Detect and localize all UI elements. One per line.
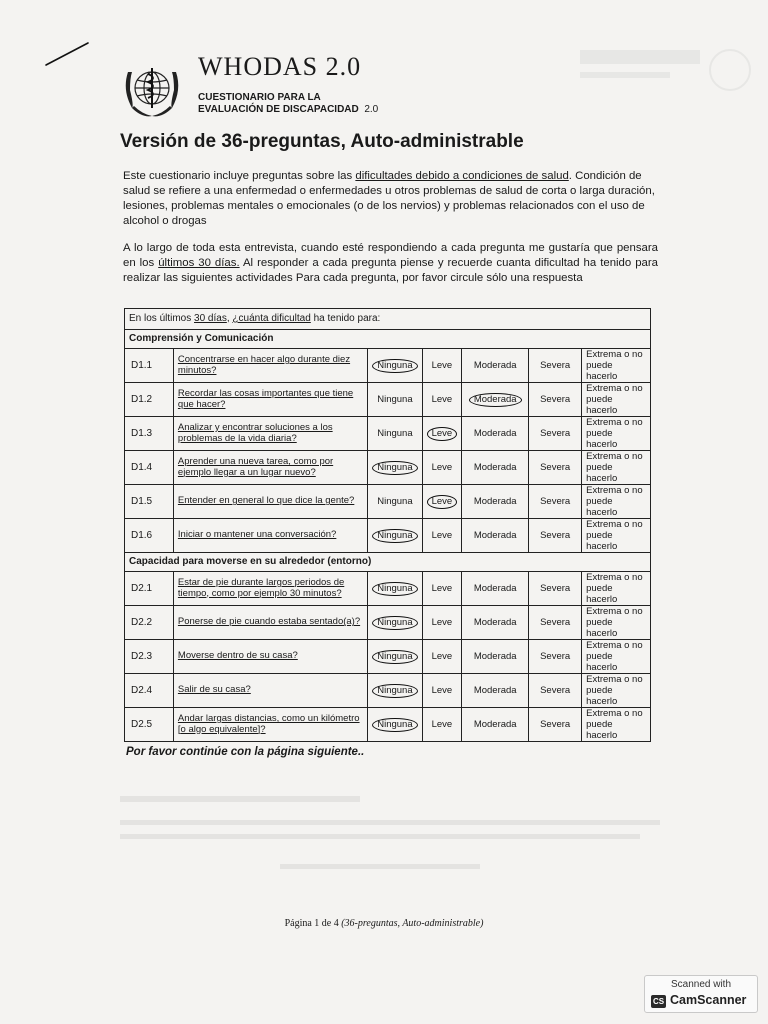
answer-option-label: Extrema o no puede hacerlo [586, 519, 643, 552]
question-row [125, 417, 651, 451]
answer-option-label: Severa [540, 359, 571, 371]
question-code: D2.5 [125, 708, 174, 742]
answer-option-label: Moderada [473, 684, 517, 696]
answer-option-label: Extrema o no puede hacerlo [586, 606, 643, 639]
question-text [173, 349, 367, 383]
who-logo-icon [118, 60, 186, 122]
answer-option-cell[interactable] [582, 519, 651, 553]
answer-option-label: Leve [431, 582, 453, 594]
question-row [125, 674, 651, 708]
answer-option-cell[interactable] [422, 451, 462, 485]
answer-option-cell[interactable] [529, 383, 582, 417]
intro-p1-text-b: . Condición de salud se refiere a una enfermedad o enfermedades u otros problemas de salud de corta o larga duración, lesiones, problemas mentales o emocionales (o de los nervios) y problemas relacionados con el uso de alcohol o drogas [123, 170, 655, 227]
header-text-a: En los últimos [129, 313, 195, 324]
answer-option-cell[interactable] [368, 708, 422, 742]
answer-option-cell[interactable] [582, 383, 651, 417]
section-row [125, 553, 651, 572]
bleed-through-ghost-lines [120, 790, 680, 880]
answer-option-cell[interactable] [368, 640, 422, 674]
question-row [125, 485, 651, 519]
answer-option-cell[interactable] [368, 519, 422, 553]
answer-option-label: Ninguna [377, 393, 413, 405]
question-code: D1.2 [125, 383, 174, 417]
table-header-cell [125, 309, 651, 330]
camscanner-logo-icon: CS [652, 997, 665, 1006]
answer-option-cell[interactable] [462, 572, 529, 606]
answer-option-cell[interactable] [422, 572, 462, 606]
camscanner-brand: CamScanner [670, 993, 747, 1007]
answer-option-cell[interactable] [368, 485, 422, 519]
answer-option-cell[interactable] [462, 519, 529, 553]
answer-option-cell[interactable] [582, 674, 651, 708]
circled-answer: Leve [427, 495, 458, 509]
question-row [125, 383, 651, 417]
answer-option-cell[interactable] [422, 383, 462, 417]
answer-option-label: Extrema o no puede hacerlo [586, 349, 643, 382]
question-code: D2.1 [125, 572, 174, 606]
header-underlined-1: 30 días [194, 313, 227, 324]
scanned-with-text: Scanned with [670, 979, 732, 990]
answer-option-label: Moderada [473, 359, 517, 371]
footer-note: (36-preguntas, Auto-administrable) [341, 918, 484, 929]
intro-p1-underlined: dificultades debido a condiciones de salud [355, 170, 569, 182]
answer-option-cell[interactable] [462, 606, 529, 640]
header-underlined-2: ¿cuánta dificultad [232, 313, 311, 324]
header-text-b: , [226, 313, 233, 324]
intro-p2-underlined: últimos 30 días. [158, 257, 240, 269]
answer-option-cell[interactable] [368, 674, 422, 708]
question-code: D1.6 [125, 519, 174, 553]
answer-option-label: Extrema o no puede hacerlo [586, 485, 643, 518]
circled-answer: Ninguna [372, 718, 417, 732]
circled-answer: Leve [427, 427, 458, 441]
question-row [125, 606, 651, 640]
answer-option-cell[interactable] [462, 451, 529, 485]
intro-paragraph-1 [123, 169, 658, 229]
circled-answer: Ninguna [372, 684, 417, 698]
question-text-content: Ponerse de pie cuando estaba sentado(a)? [177, 616, 361, 628]
answer-option-label: Severa [540, 529, 571, 541]
answer-option-label: Moderada [473, 616, 517, 628]
answer-option-label: Leve [431, 718, 453, 730]
answer-option-cell[interactable] [529, 485, 582, 519]
answer-option-label: Extrema o no puede hacerlo [586, 640, 643, 673]
answer-option-cell[interactable] [582, 417, 651, 451]
answer-option-label: Moderada [473, 427, 517, 439]
answer-option-cell[interactable] [422, 606, 462, 640]
answer-option-cell[interactable] [529, 519, 582, 553]
answer-option-cell[interactable] [422, 708, 462, 742]
questionnaire-table [124, 308, 651, 742]
intro-p1-text-a: Este cuestionario incluye preguntas sobre las [123, 170, 356, 182]
question-code: D1.3 [125, 417, 174, 451]
answer-option-cell[interactable] [422, 417, 462, 451]
question-text [173, 451, 367, 485]
circled-answer: Ninguna [372, 650, 417, 664]
question-text-content: Analizar y encontrar soluciones a los problemas de la vida diaria? [177, 422, 333, 444]
answer-option-cell[interactable] [529, 708, 582, 742]
question-text [173, 674, 367, 708]
answer-option-cell[interactable] [529, 572, 582, 606]
answer-option-label: Ninguna [377, 495, 413, 507]
answer-option-cell[interactable] [462, 417, 529, 451]
question-row [125, 349, 651, 383]
answer-option-label: Moderada [473, 529, 517, 541]
circled-answer: Ninguna [372, 529, 417, 543]
question-text-content: Entender en general lo que dice la gente? [177, 495, 355, 507]
answer-option-label: Severa [540, 616, 571, 628]
answer-option-label: Leve [431, 529, 453, 541]
subtitle-line-2-text: EVALUACIÓN DE DISCAPACIDAD [198, 104, 359, 115]
answer-option-cell[interactable] [582, 349, 651, 383]
answer-option-cell[interactable] [422, 349, 462, 383]
answer-option-cell[interactable] [422, 485, 462, 519]
question-text-content: Salir de su casa? [177, 684, 251, 696]
answer-option-cell[interactable] [529, 417, 582, 451]
answer-option-label: Severa [540, 495, 571, 507]
answer-option-label: Moderada [473, 718, 517, 730]
question-text-content: Concentrarse en hacer algo durante diez minutos? [177, 354, 351, 376]
question-code: D2.2 [125, 606, 174, 640]
question-code: D1.4 [125, 451, 174, 485]
question-text-content: Moverse dentro de su casa? [177, 650, 298, 662]
question-row [125, 572, 651, 606]
question-text-content: Recordar las cosas importantes que tiene que hacer? [177, 388, 354, 410]
answer-option-cell[interactable] [529, 674, 582, 708]
question-row [125, 640, 651, 674]
answer-option-cell[interactable] [368, 606, 422, 640]
answer-option-label: Severa [540, 650, 571, 662]
intro-p2-text-b: Al responder a cada pregunta piense y recuerde cuanta dificultad ha tenido para realizar las siguientes actividades Para cada pregunta, por favor circule sólo una respuesta [123, 257, 659, 284]
footer-page-number: Página 1 de 4 [284, 918, 342, 929]
question-text [173, 519, 367, 553]
page-footer [0, 918, 768, 929]
answer-option-label: Extrema o no puede hacerlo [586, 383, 643, 416]
answer-option-label: Extrema o no puede hacerlo [586, 708, 643, 741]
subtitle-line-1: CUESTIONARIO PARA LA [198, 92, 321, 103]
answer-option-cell[interactable] [582, 708, 651, 742]
answer-option-cell[interactable] [462, 708, 529, 742]
question-text [173, 485, 367, 519]
answer-option-cell[interactable] [582, 485, 651, 519]
answer-option-cell[interactable] [582, 640, 651, 674]
question-text [173, 383, 367, 417]
answer-option-label: Severa [540, 393, 571, 405]
question-text-content: Andar largas distancias, como un kilómetro [o algo equivalente]? [177, 713, 360, 735]
answer-option-cell[interactable] [582, 451, 651, 485]
answer-option-label: Severa [540, 582, 571, 594]
answer-option-label: Leve [431, 650, 453, 662]
answer-option-cell[interactable] [582, 572, 651, 606]
answer-option-cell[interactable] [422, 674, 462, 708]
section-title: Capacidad para moverse en su alrededor (entorno) [125, 553, 651, 572]
circled-answer: Moderada [469, 393, 522, 407]
answer-option-label: Leve [431, 616, 453, 628]
continue-note: Por favor continúe con la página siguiente.. [126, 746, 365, 758]
answer-option-label: Moderada [473, 582, 517, 594]
subtitle-line-2 [198, 104, 378, 116]
section-row [125, 330, 651, 349]
circled-answer: Ninguna [372, 461, 417, 475]
section-title: Comprensión y Comunicación [125, 330, 651, 349]
answer-option-label: Leve [431, 684, 453, 696]
question-row [125, 519, 651, 553]
answer-option-label: Moderada [473, 650, 517, 662]
answer-option-label: Moderada [473, 461, 517, 473]
questionnaire-body [125, 309, 651, 742]
answer-option-label: Extrema o no puede hacerlo [586, 572, 643, 605]
answer-option-cell[interactable] [462, 485, 529, 519]
answer-option-label: Leve [431, 461, 453, 473]
answer-option-cell[interactable] [368, 349, 422, 383]
circled-answer: Ninguna [372, 616, 417, 630]
answer-option-cell[interactable] [462, 349, 529, 383]
answer-option-label: Severa [540, 718, 571, 730]
answer-option-cell[interactable] [368, 417, 422, 451]
question-code: D1.5 [125, 485, 174, 519]
answer-option-cell[interactable] [582, 606, 651, 640]
answer-option-cell[interactable] [529, 349, 582, 383]
answer-option-label: Ninguna [377, 427, 413, 439]
question-text [173, 417, 367, 451]
answer-option-label: Leve [431, 359, 453, 371]
answer-option-cell[interactable] [422, 640, 462, 674]
circled-answer: Ninguna [372, 359, 417, 373]
question-text-content: Estar de pie durante largos periodos de tiempo, como por ejemplo 30 minutos? [177, 577, 345, 599]
bleed-through-ghost [560, 40, 760, 120]
answer-option-cell[interactable] [462, 674, 529, 708]
header-text-c: ha tenido para: [310, 313, 381, 324]
question-code: D2.4 [125, 674, 174, 708]
pen-stroke-mark [44, 40, 90, 68]
answer-option-label: Severa [540, 684, 571, 696]
answer-option-cell[interactable] [529, 451, 582, 485]
question-text [173, 572, 367, 606]
document-title: WHODAS 2.0 [198, 52, 362, 81]
intro-p2-text-a: A lo largo de toda esta entrevista, cuando esté respondiendo a cada pregunta me gustaría que pensara en los [123, 242, 658, 269]
answer-option-cell[interactable] [422, 519, 462, 553]
answer-option-cell[interactable] [462, 383, 529, 417]
subtitle-version: 2.0 [364, 104, 379, 115]
version-title: Versión de 36-preguntas, Auto-administrable [120, 131, 524, 152]
question-text-content: Aprender una nueva tarea, como por ejemplo llegar a un lugar nuevo? [177, 456, 334, 478]
answer-option-cell[interactable] [529, 606, 582, 640]
answer-option-label: Moderada [473, 495, 517, 507]
answer-option-label: Extrema o no puede hacerlo [586, 451, 643, 484]
question-text [173, 606, 367, 640]
table-header-row [125, 309, 651, 330]
question-code: D1.1 [125, 349, 174, 383]
answer-option-label: Leve [431, 393, 453, 405]
answer-option-label: Severa [540, 461, 571, 473]
answer-option-label: Extrema o no puede hacerlo [586, 417, 643, 450]
answer-option-cell[interactable] [529, 640, 582, 674]
camscanner-watermark [644, 975, 758, 1013]
question-text-content: Iniciar o mantener una conversación? [177, 529, 337, 541]
answer-option-label: Severa [540, 427, 571, 439]
circled-answer: Ninguna [372, 582, 417, 596]
answer-option-cell[interactable] [368, 572, 422, 606]
intro-paragraph-2 [123, 241, 658, 286]
answer-option-label: Extrema o no puede hacerlo [586, 674, 643, 707]
question-text [173, 640, 367, 674]
document-subtitle [198, 92, 378, 116]
question-row [125, 451, 651, 485]
question-text [173, 708, 367, 742]
question-code: D2.3 [125, 640, 174, 674]
answer-option-cell[interactable] [368, 383, 422, 417]
question-row [125, 708, 651, 742]
answer-option-cell[interactable] [462, 640, 529, 674]
answer-option-cell[interactable] [368, 451, 422, 485]
